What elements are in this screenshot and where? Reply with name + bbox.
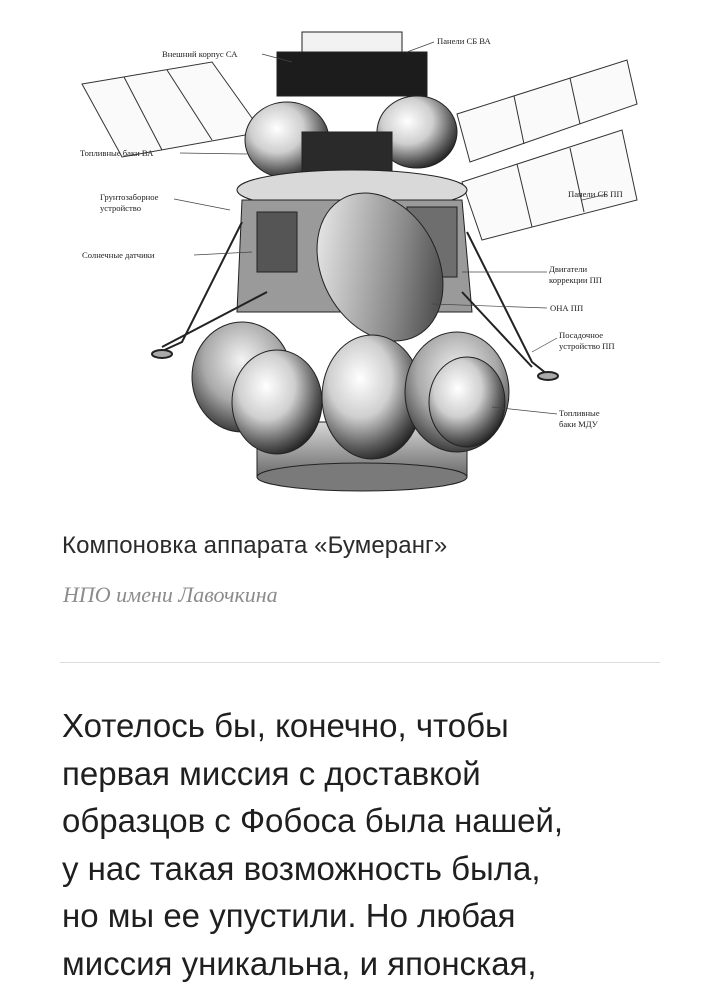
divider xyxy=(60,662,660,663)
figure-credit: НПО имени Лавочкина xyxy=(63,582,278,607)
article-line: образцов с Фобоса была нашей, xyxy=(62,802,564,839)
article-line: у нас такая возможность была, xyxy=(62,849,541,887)
spacecraft-drawing xyxy=(62,22,658,500)
article-paragraph xyxy=(62,702,662,987)
spacecraft-diagram xyxy=(62,22,658,500)
article-line: миссия уникальна, и японская, xyxy=(62,944,537,982)
label-correction-engines-1: Двигатели xyxy=(549,264,588,274)
article-line: первая миссия с доставкой xyxy=(62,754,481,792)
article-line: Хотелось бы, конечно, чтобы xyxy=(62,707,509,744)
label-landing-gear-1: Посадочное xyxy=(559,330,604,340)
label-soil-sampler-1: Грунтозаборное xyxy=(100,192,159,202)
solar-panel-right xyxy=(457,60,637,240)
label-fuel-tanks-va: Топливные баки ВА xyxy=(80,148,154,158)
label-fuel-tanks-mdu-2: баки МДУ xyxy=(559,419,598,429)
mdu-fuel-tanks xyxy=(192,322,509,491)
label-correction-engines-2: коррекции ПП xyxy=(549,275,602,285)
figure-caption: Компоновка аппарата «Бумеранг» xyxy=(62,532,448,559)
return-module xyxy=(237,32,467,210)
label-panels-sb-va: Панели СБ ВА xyxy=(437,36,491,46)
label-outer-shell: Внешний корпус СА xyxy=(162,49,238,59)
label-soil-sampler-2: устройство xyxy=(100,203,142,213)
label-ona-pp: ОНА ПП xyxy=(550,303,584,313)
label-landing-gear-2: устройство ПП xyxy=(559,341,615,351)
label-panels-sb-pp: Панели СБ ПП xyxy=(568,189,623,199)
label-sun-sensors: Солнечные датчики xyxy=(82,250,155,260)
article-line: но мы ее упустили. Но любая xyxy=(62,897,516,934)
label-fuel-tanks-mdu-1: Топливные xyxy=(559,408,600,418)
solar-panel-left xyxy=(82,62,262,157)
